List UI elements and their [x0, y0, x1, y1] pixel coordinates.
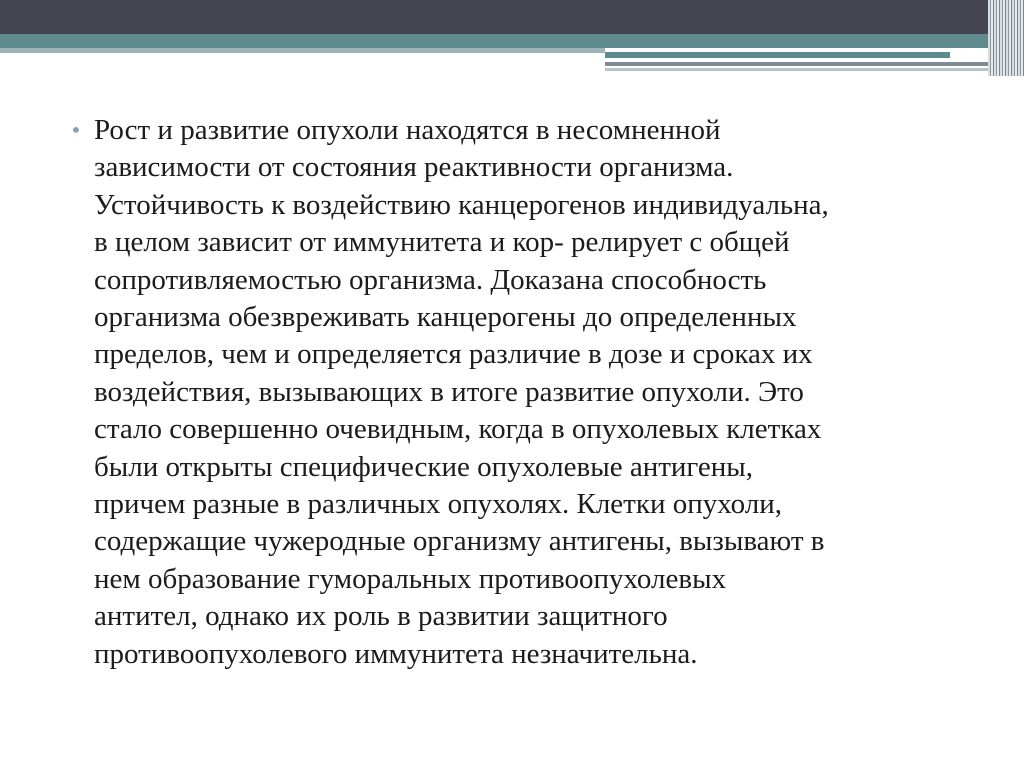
paragraph-line: Устойчивость к воздействию канцерогенов индивидуальна, — [94, 188, 829, 221]
paragraph-line: антител, однако их роль в развитии защитного — [94, 600, 668, 633]
paragraph-line: нем образование гуморальных противоопухолевых — [94, 562, 727, 595]
header-corner-stripes — [988, 0, 1024, 76]
header-band-teal — [0, 34, 1024, 48]
paragraph-line: пределов, чем и определяется различие в дозе и сроках их — [94, 338, 813, 371]
paragraph-line: сопротивляемостью организма. Доказана способность — [94, 263, 767, 296]
header-right-line-gray — [605, 62, 1005, 66]
paragraph-line: причем разные в различных опухолях. Клетки опухоли, — [94, 488, 782, 521]
header-band-dark — [0, 0, 1024, 34]
paragraph-line: противоопухолевого иммунитета незначительна. — [94, 637, 698, 670]
paragraph-line: стало совершенно очевидным, когда в опухолевых клетках — [94, 413, 822, 446]
paragraph-line: в целом зависит от иммунитета и кор- релирует с общей — [94, 226, 790, 259]
paragraph-line: организма обезвреживать канцерогены до определенных — [94, 301, 797, 334]
bullet-paragraph — [94, 112, 829, 673]
header-right-line-light — [605, 68, 1005, 71]
header-right-line-teal — [605, 52, 950, 58]
bullet-item — [70, 112, 970, 673]
paragraph-line: были открыты специфические опухолевые антигены, — [94, 450, 754, 483]
paragraph-line: содержащие чужеродные организму антигены, вызывают в — [94, 525, 825, 558]
bullet-icon: • — [70, 118, 82, 142]
slide-body — [70, 112, 970, 673]
header-band-light — [0, 48, 610, 53]
paragraph-line: Рост и развитие опухоли находятся в несомненной — [94, 114, 721, 146]
paragraph-line: воздействия, вызывающих в итоге развитие опухоли. Это — [94, 375, 804, 408]
paragraph-line: зависимости от состояния реактивности организма. — [94, 151, 734, 184]
